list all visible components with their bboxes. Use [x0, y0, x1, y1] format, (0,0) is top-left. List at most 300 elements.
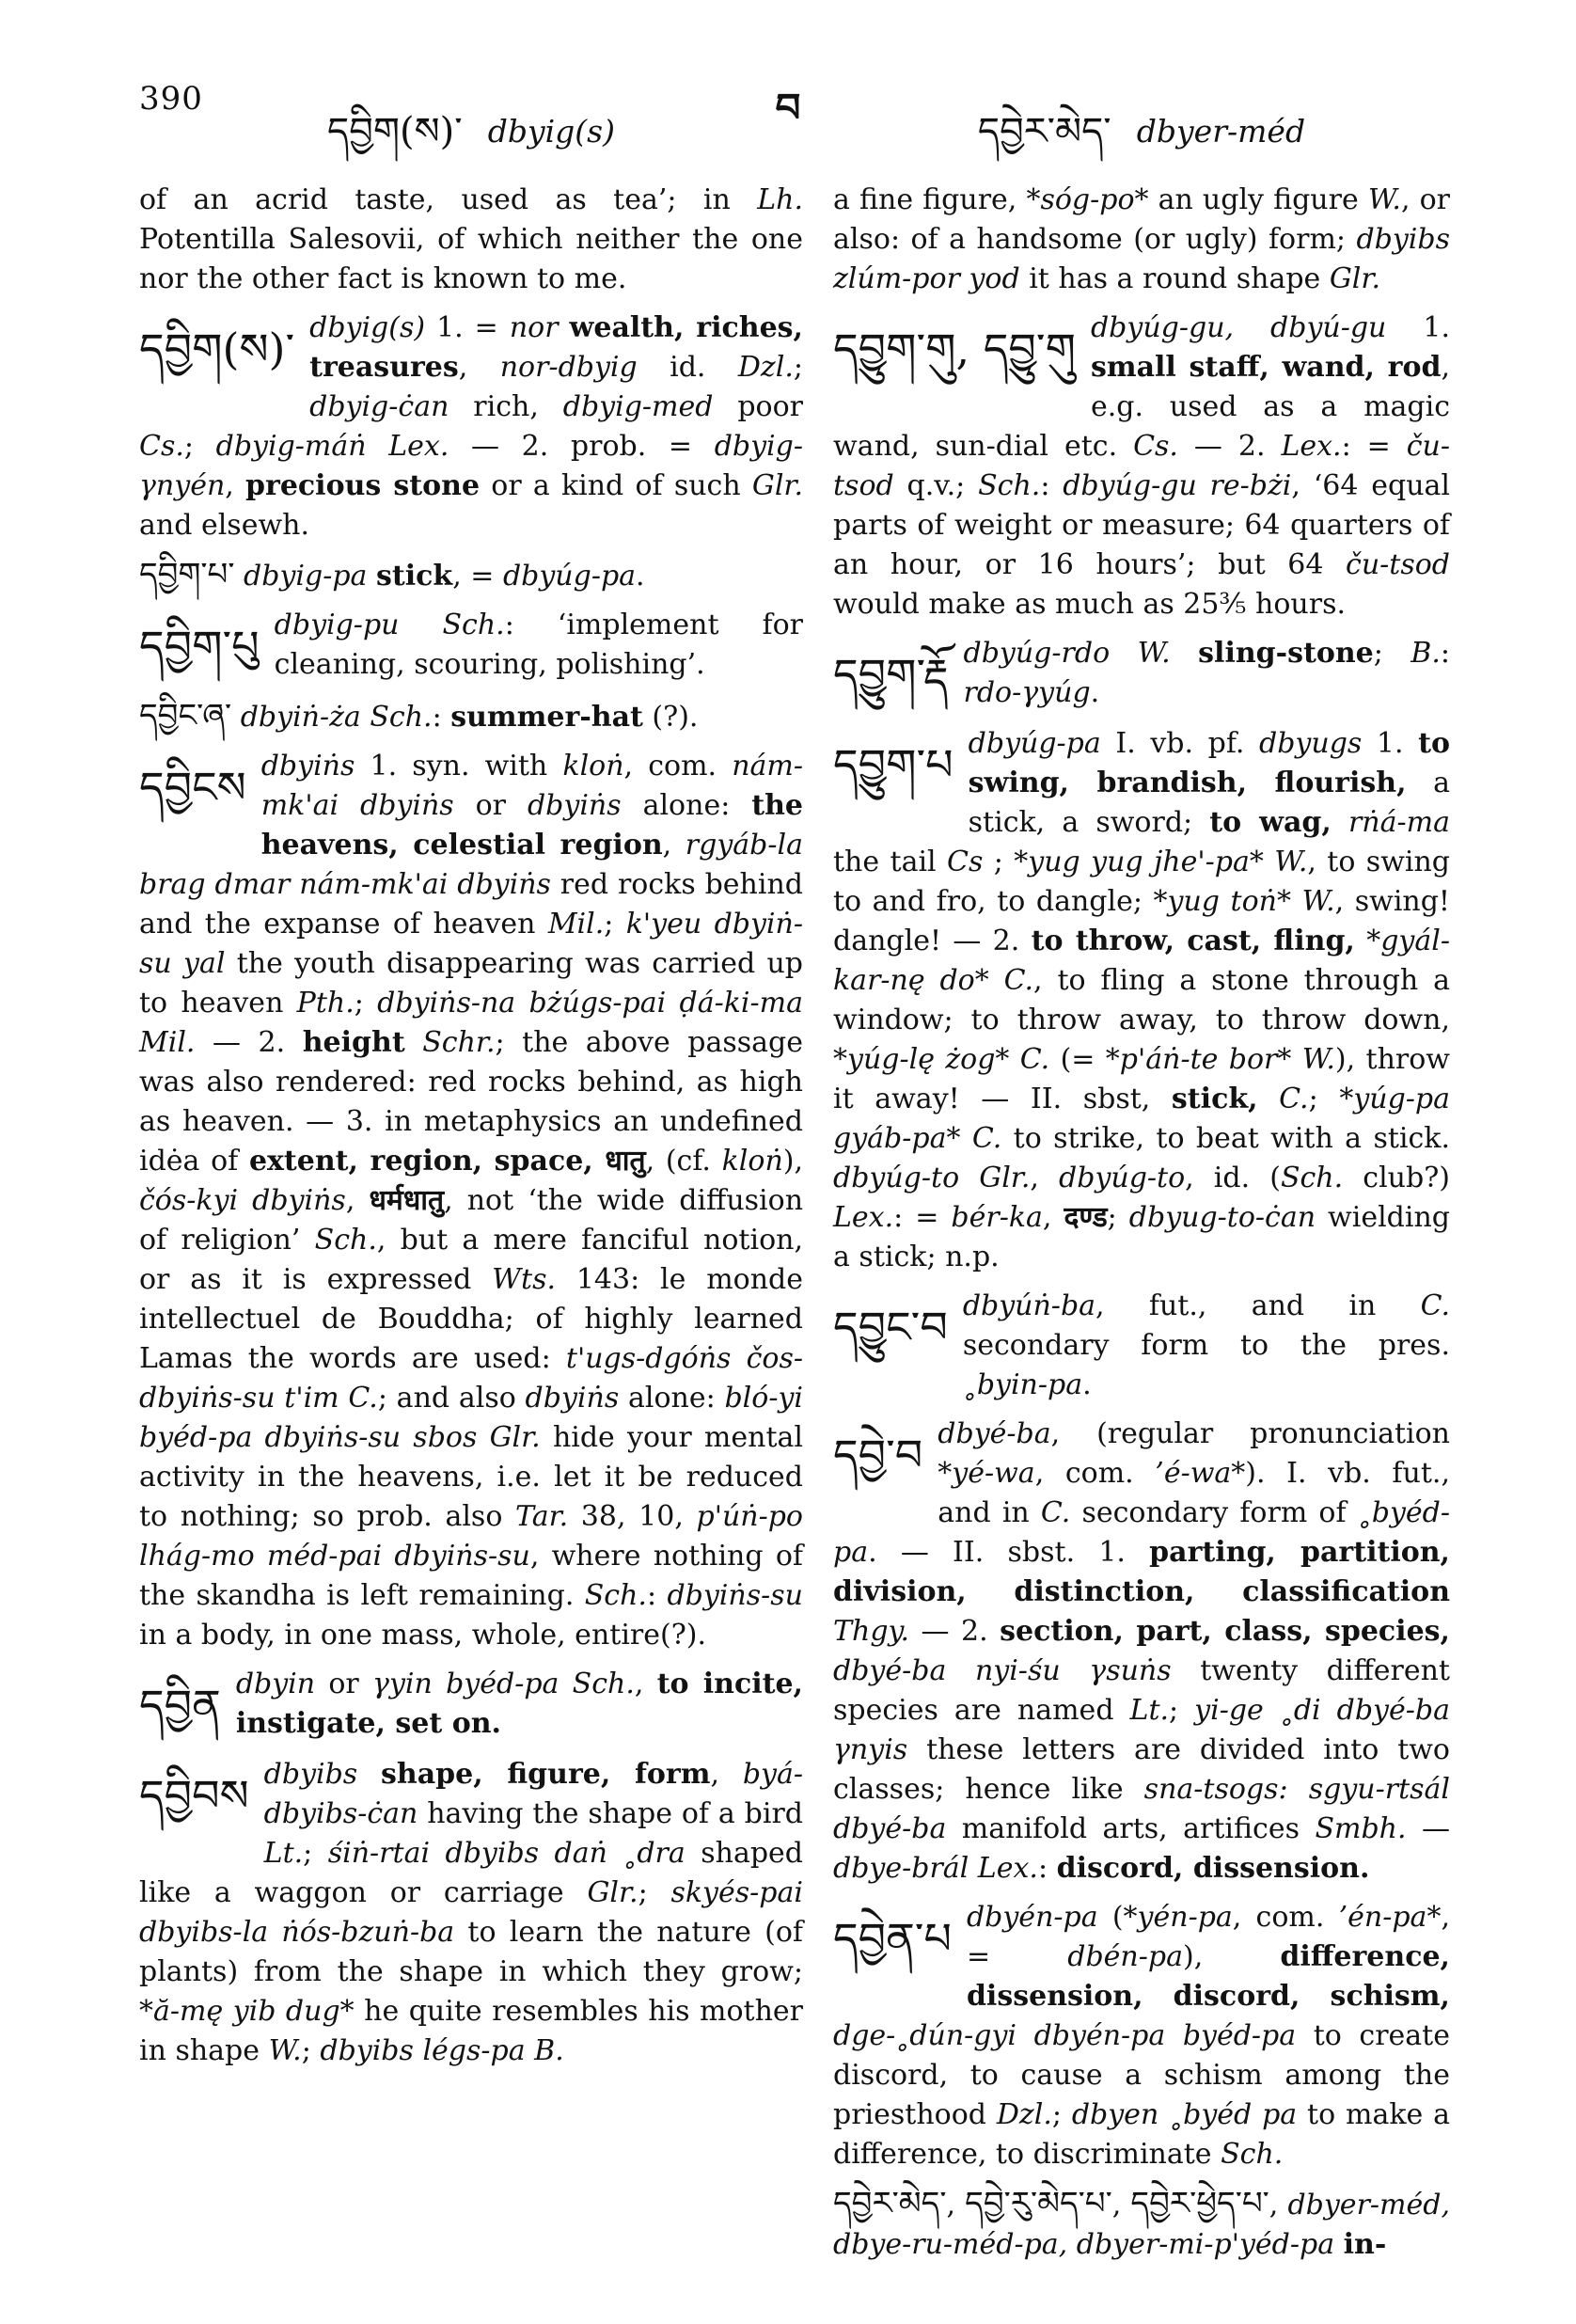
text-run: 1. syn. with	[355, 750, 563, 783]
text-run: to create discord, to cause a schism among the priesthood	[833, 2019, 1450, 2131]
dictionary-entry	[139, 1755, 803, 2071]
text-run: section, part, class, species,	[1000, 1615, 1451, 1648]
text-run: 38, 10,	[568, 1500, 697, 1533]
text-run: Mil.	[139, 1026, 196, 1059]
dictionary-entry	[139, 696, 803, 737]
text-run: Lt.	[263, 1837, 304, 1870]
text-run: I. vb. pf.	[1100, 727, 1260, 760]
text-run: bér-ka	[951, 1201, 1043, 1234]
text-run: ’é-wa*	[1155, 1457, 1246, 1490]
text-run: Glr.	[751, 469, 804, 502]
text-run: alone:	[621, 789, 752, 822]
text-run: , fut., and in	[1095, 1289, 1421, 1322]
text-run	[1264, 846, 1274, 878]
dictionary-entry	[139, 308, 803, 545]
text-run: C.	[1420, 1289, 1450, 1322]
text-run: to throw, cast, fling,	[1031, 925, 1355, 957]
running-head-left-translit: dbyig(s)	[487, 113, 615, 150]
text-run: — 2.	[1177, 430, 1282, 463]
text-run: bló-yi byéd-pa dbyiṅs-su sbos Glr.	[139, 1382, 804, 1454]
text-run: Lt.	[1129, 1694, 1170, 1727]
text-run: sna-tsogs: sgyu-rtsál dbyé-ba	[833, 1773, 1450, 1845]
text-run: would make as much as 25⅗ hours.	[833, 588, 1347, 621]
tibetan-headword: དབྱིག་པུ	[139, 621, 260, 672]
text-run: to make a difference, to discriminate	[833, 2098, 1450, 2171]
text-run: Sch.	[1221, 2138, 1284, 2171]
text-run	[367, 430, 389, 463]
text-run: Sch.	[978, 469, 1041, 502]
text-run: .	[636, 560, 645, 593]
text-run: kloṅ	[721, 1145, 783, 1178]
text-run: C.	[1003, 964, 1034, 997]
text-run: nor	[509, 311, 570, 344]
text-run: C.	[1019, 1043, 1050, 1076]
running-head-right	[833, 102, 1450, 162]
text-run: dbyúṅ-ba	[962, 1289, 1096, 1322]
text-run: wielding a stick; n.p.	[833, 1201, 1451, 1273]
text-run: dbyiṅ-ża Sch.	[240, 701, 433, 734]
text-run: . — II. sbst. 1.	[868, 1536, 1150, 1569]
text-run: , ‘64 equal parts of weight or measure; 64 quarters of an hour, or 16 hours’; but 64	[833, 469, 1450, 581]
text-run: height	[302, 1026, 405, 1059]
text-run: to strike, to beat with a stick.	[1001, 1122, 1451, 1155]
text-run: , or also: of a handsome (or ugly) form;	[833, 183, 1450, 256]
text-run: rdo-γyúg	[963, 676, 1091, 709]
text-run: , id. (	[1185, 1162, 1281, 1194]
running-head-right-translit: dbyer-méd	[1136, 113, 1306, 150]
text-run: dbye-brál Lex.	[833, 1852, 1038, 1885]
text-run	[1334, 2228, 1344, 2261]
tibetan-inline-text: དབྱེར་ཕྱེད་པ་	[1130, 2185, 1269, 2222]
dictionary-entry	[833, 181, 1450, 299]
text-run: in a body, in one mass, whole, entire(?).	[139, 1619, 707, 1652]
text-run: :	[1040, 469, 1064, 502]
tibetan-headword: དབྱིན	[139, 1680, 221, 1731]
text-run: :	[1037, 1852, 1057, 1885]
text-run: ; and also	[377, 1382, 526, 1415]
text-run	[1171, 637, 1198, 670]
text-run: ;	[354, 987, 378, 1020]
text-run: dbyig-máṅ	[215, 430, 367, 463]
text-run: dbyig-med	[562, 390, 714, 423]
text-run: id.	[637, 351, 738, 384]
text-run: (=	[1049, 1043, 1106, 1076]
text-run: .	[1082, 1368, 1092, 1401]
text-run: Lex.	[1281, 430, 1342, 463]
text-run: ;	[793, 351, 803, 384]
text-run: dbyiṅs	[260, 750, 355, 783]
text-run: to swing, brandish, flourish,	[968, 727, 1450, 799]
text-run: ,	[662, 829, 686, 862]
text-run: W.	[1301, 1043, 1335, 1076]
text-run: nám-mk'ai dbyiṅs	[260, 750, 803, 822]
text-run: dbyúg-pa	[968, 727, 1101, 760]
text-run: ,	[710, 1758, 743, 1791]
text-run: Cs.	[1133, 430, 1178, 463]
text-run	[959, 1162, 979, 1194]
text-run: :	[432, 701, 451, 734]
text-run: .	[1090, 676, 1100, 709]
text-run: red rocks behind and the expanse of heaven	[139, 868, 803, 941]
text-run: ;	[638, 1876, 671, 1909]
text-run: it has a round shape	[1019, 262, 1330, 295]
text-run: ; the above passage was also rendered: red rocks behind, as high as heaven. — 3. in metaphysics an undefined idėa of	[139, 1026, 803, 1178]
text-run: , com.	[623, 750, 733, 783]
text-run: ,	[345, 1184, 370, 1217]
text-run: twenty different species are named	[833, 1654, 1450, 1727]
dictionary-entry	[139, 747, 803, 1655]
text-run: ču-tsod	[1346, 548, 1450, 581]
text-run: to incite, instigate, set on.	[235, 1668, 803, 1740]
text-run: Schr.	[422, 1026, 496, 1059]
text-run: to learn the nature (of plants) from the shape in which they grow;	[139, 1916, 803, 1988]
text-run: ;	[604, 908, 626, 941]
text-run: ),	[782, 1145, 804, 1178]
text-run: B.	[1411, 637, 1441, 670]
text-run: , but a mere fanciful notion, or as it is expressed	[139, 1224, 803, 1296]
text-run: , (cf.	[645, 1145, 722, 1178]
text-run: the heavens, celestial region	[260, 789, 804, 862]
text-run: Thgy.	[833, 1615, 910, 1648]
text-run: — 2.	[909, 1615, 1001, 1648]
text-run: skyés-pai dbyibs-la ṅós-bzuṅ-ba	[139, 1876, 803, 1949]
text-run: the tail	[833, 846, 948, 878]
tibetan-headword: དབྱུང་བ	[833, 1302, 948, 1352]
text-run: in-	[1343, 2228, 1387, 2261]
text-run: dbyig-ċan	[309, 390, 449, 423]
tibetan-headword: དབྱིབས	[139, 1770, 249, 1821]
text-run: dbyén-pa	[966, 1901, 1098, 1934]
text-run: shaped like a waggon or carriage	[139, 1837, 803, 1909]
text-run: dbyé-ba nyi-śu γsuṅs	[833, 1654, 1172, 1687]
text-run	[960, 1122, 971, 1155]
text-run: p'úṅ-po lhág-mo méd-pai dbyiṅs-su	[139, 1500, 803, 1573]
text-run: , to fling a stone through a window; to throw away, to throw down,	[833, 964, 1450, 1036]
text-run: sling-stone	[1198, 637, 1374, 670]
text-run: Sch.	[584, 1579, 647, 1612]
text-run: dbyig-γnyén	[139, 430, 803, 502]
running-head-right-tibetan: དབྱེར་མེད་	[977, 110, 1111, 153]
dictionary-entry	[139, 181, 803, 299]
text-run	[405, 1026, 423, 1059]
text-run: ;	[1308, 1083, 1340, 1115]
text-run: dbén-pa	[1067, 1940, 1183, 1973]
dictionary-entry	[833, 1898, 1450, 2174]
text-run: *yug yug jhe'-pa*	[1014, 846, 1264, 878]
text-run	[1332, 806, 1348, 839]
text-run	[231, 701, 241, 734]
tibetan-headword: དབྱིངས	[139, 762, 246, 813]
text-run: *yúg-lę żog*	[833, 1043, 1010, 1076]
text-run: , =	[452, 560, 503, 593]
text-run: ;	[1051, 2098, 1072, 2131]
text-run: : ‘implement for cleaning, scouring, polishing’.	[274, 609, 803, 681]
text-run: dbyiṅs	[525, 1382, 620, 1415]
text-run: Mil.	[547, 908, 605, 941]
text-run: 1.	[1386, 311, 1450, 344]
text-run: *gyál-kar-nę do*	[833, 925, 1450, 997]
text-run: shape, figure, form	[381, 1758, 711, 1791]
text-run: , e.g. used as a magic wand, sun-dial etc.	[833, 351, 1450, 463]
dictionary-entry	[139, 606, 803, 687]
text-run: he quite resembles his mother in shape	[139, 1995, 803, 2067]
text-run: दण्ड	[1064, 1201, 1108, 1234]
text-run: : =	[893, 1201, 952, 1234]
text-run: , where nothing of the skandha is left remaining.	[139, 1540, 803, 1612]
text-run: C.	[971, 1122, 1002, 1155]
text-run: Glr.	[1329, 262, 1380, 295]
dictionary-entry	[833, 634, 1450, 715]
text-run: dbyen ˳byéd pa	[1071, 2098, 1298, 2131]
text-run: Pth.	[296, 987, 355, 1020]
text-run	[357, 1758, 381, 1791]
text-run: byá-dbyibs-ċan	[263, 1758, 803, 1830]
text-run: parting, partition, division, distinction, classification	[833, 1536, 1450, 1608]
text-run: Wts.	[492, 1263, 556, 1296]
tibetan-headword: དབྱུག་གུ, དབྱུ་གུ	[833, 324, 1076, 374]
dictionary-entry	[833, 724, 1450, 1277]
text-run	[1258, 1083, 1280, 1115]
tibetan-headword: དབྱེན་པ	[833, 1913, 952, 1964]
text-run: or	[315, 1668, 373, 1700]
text-run: Lh.	[757, 183, 803, 216]
text-run: , to swing to and fro, to dangle;	[833, 846, 1450, 918]
text-run: Lex.	[833, 1201, 894, 1234]
text-run: ). I. vb. fut., and in	[938, 1457, 1450, 1529]
text-run: Lex.	[388, 430, 449, 463]
text-run: dbyugs	[1259, 727, 1363, 760]
text-run	[989, 964, 1004, 997]
text-run: :	[1440, 637, 1450, 670]
text-run: ˳byéd-pa	[833, 1496, 1450, 1569]
text-run: dbyibs zlúm-por yod	[833, 223, 1450, 295]
text-run: dbyig(s)	[309, 311, 437, 344]
text-run: dbyin	[235, 1668, 316, 1700]
text-run: to wag,	[1209, 806, 1332, 839]
text-run: Smbh.	[1315, 1812, 1407, 1845]
text-run: rich,	[449, 390, 563, 423]
right-column	[833, 181, 1450, 2274]
text-run: , =	[966, 1901, 1450, 1973]
text-run: stick	[375, 560, 453, 593]
dictionary-entry	[833, 1415, 1450, 1889]
text-run: , swing! dangle! — 2.	[833, 885, 1450, 957]
text-run: čós-kyi dbyiṅs	[139, 1184, 346, 1217]
text-run: ,	[1111, 2189, 1131, 2221]
text-run: dbyiṅs-na bżúgs-pai ḍá-ki-ma	[377, 987, 803, 1020]
text-run: a stick, a sword;	[968, 767, 1451, 839]
text-run: ), throw it away! — II. sbst,	[833, 1043, 1450, 1115]
text-run: dbyúg-rdo W.	[963, 637, 1171, 670]
text-run: ,	[225, 469, 246, 502]
text-run	[1355, 925, 1366, 957]
text-run: śiṅ-rtai dbyibs daṅ ˳dra	[327, 1837, 686, 1870]
text-run: ,	[634, 1668, 657, 1700]
tibetan-inline-text: དབྱེ་རུ་མེད་པ་	[965, 2185, 1112, 2222]
text-run: *sóg-po*	[1026, 183, 1149, 216]
text-run: W.	[268, 2034, 302, 2067]
text-run	[367, 560, 376, 593]
text-run: or a kind of such	[480, 469, 752, 502]
text-run: secondary form to the pres.	[962, 1329, 1450, 1362]
text-run: manifold arts, artifices	[946, 1812, 1316, 1845]
text-run: , com.	[1034, 1457, 1156, 1490]
running-head-left	[139, 102, 803, 162]
text-run: rgyáb-la brag dmar nám-mk'ai dbyiṅs	[139, 829, 803, 901]
text-run: dbyig-pu Sch.	[274, 609, 505, 641]
tibetan-inline-text: དབྱེར་མེད་	[833, 2185, 947, 2222]
left-column	[139, 181, 803, 2080]
text-run: small staff, wand, rod	[1090, 351, 1442, 384]
text-run: discord, dissension.	[1056, 1852, 1370, 1885]
text-run: dbyúg-pa	[502, 560, 637, 593]
text-run: ču-tsod	[833, 430, 1450, 502]
text-run	[235, 560, 244, 593]
text-run: ;	[1373, 637, 1411, 670]
text-run: (?).	[642, 701, 699, 734]
text-run: ,	[1269, 2189, 1288, 2221]
text-run: *yé-wa	[938, 1457, 1035, 1490]
text-run: :	[646, 1579, 668, 1612]
text-run: hide your mental activity in the heavens, i.e. let it be reduced to nothing; so prob. also	[139, 1421, 803, 1533]
text-run: C.	[1279, 1083, 1309, 1115]
text-run: dbyer-méd, dbye-ru-méd-pa, dbyer-mi-p'yéd-pa	[833, 2189, 1450, 2261]
text-run: ,	[458, 351, 500, 384]
text-run: dbyibs légs-pa B.	[320, 2034, 564, 2067]
text-run: summer-hat	[450, 701, 643, 734]
text-run: ),	[1182, 1940, 1281, 1973]
dictionary-entry	[833, 308, 1450, 624]
text-run: dbyúg-to	[1059, 1162, 1186, 1194]
page-number: 390	[139, 80, 203, 118]
dictionary-entry	[833, 2184, 1450, 2265]
dictionary-entry	[833, 1287, 1450, 1405]
text-run: dbyig-pa	[244, 560, 368, 593]
text-run: : =	[1341, 430, 1407, 463]
text-run: dbyúg-gu re-bżi	[1063, 469, 1292, 502]
text-run: ,	[1030, 1162, 1060, 1194]
running-head-left-tibetan: དབྱིག(ས)་	[327, 110, 463, 153]
tibetan-inline-text: དབྱིང་ཞ་	[139, 697, 232, 735]
text-run: dbyiṅs	[527, 789, 622, 822]
text-run: of an acrid taste, used as tea’; in	[139, 183, 758, 216]
text-run: precious stone	[245, 469, 481, 502]
text-run: *yug toṅ*	[1153, 885, 1291, 918]
tibetan-headword: དབྱུག་པ	[833, 739, 953, 790]
text-run: these letters are divided into two classes; hence like	[833, 1733, 1450, 1806]
text-run: W.	[1301, 885, 1335, 918]
text-run: ;	[183, 430, 216, 463]
text-run: club?)	[1343, 1162, 1450, 1194]
text-run: ˳byin-pa	[962, 1368, 1083, 1401]
tibetan-headword: དབྱུག་རྡོ	[833, 649, 949, 700]
text-run: *ă-mę yib dug*	[139, 1995, 355, 2028]
text-run: extent, region, space,	[248, 1145, 606, 1178]
text-run: *yúg-pa gyáb-pa*	[833, 1083, 1451, 1155]
text-run: ;	[1169, 1694, 1195, 1727]
text-run: dbyug-to-ċan	[1128, 1201, 1316, 1234]
dictionary-entry	[139, 1665, 803, 1746]
text-run: धर्मधातु	[369, 1184, 445, 1217]
tibetan-headword: དབྱེ་བ	[833, 1430, 923, 1480]
text-run: Dzl.	[996, 2098, 1052, 2131]
text-run: Cs	[947, 846, 984, 878]
text-run: 1.	[1362, 727, 1419, 760]
text-run: (	[1097, 1901, 1124, 1934]
text-run: and elsewh.	[139, 509, 309, 542]
text-run: ;	[1107, 1201, 1129, 1234]
text-run: W.	[1274, 846, 1308, 878]
text-run: 1. =	[436, 311, 510, 344]
text-run: the youth disappearing was carried up to heaven	[139, 947, 803, 1020]
text-run: alone:	[619, 1382, 725, 1415]
text-run: γyin byéd-pa Sch.	[372, 1668, 635, 1700]
text-run: , (regular pronunciation	[1050, 1417, 1450, 1450]
text-run: Sch.	[314, 1224, 377, 1257]
text-run: W.	[1367, 183, 1401, 216]
text-run: dbyúg-to	[833, 1162, 960, 1194]
section-letter: བ	[775, 85, 801, 131]
text-run: wealth, riches, treasures	[309, 311, 803, 384]
text-run: yi-ge ˳di dbyé-ba γnyis	[833, 1694, 1450, 1766]
text-run	[1291, 885, 1302, 918]
text-run: *p'áṅ-te bor*	[1105, 1043, 1292, 1076]
text-run: a fine figure,	[833, 183, 1027, 216]
text-run: 143: le monde intellectuel de Bouddha; of highly learned Lamas the words are used:	[139, 1263, 803, 1375]
text-run: nor-dbyig	[499, 351, 638, 384]
text-run: ;	[303, 1837, 328, 1870]
text-run: Potentilla Salesovii, of which neither the one nor the other fact is known to me.	[139, 223, 803, 295]
text-run: k'yeu dbyiṅ-su yal	[139, 908, 803, 980]
text-run: C.	[1040, 1496, 1071, 1529]
text-run: kloṅ	[562, 750, 624, 783]
text-run: or	[453, 789, 528, 822]
text-run: an ugly figure	[1148, 183, 1368, 216]
text-run: Dzl.	[737, 351, 794, 384]
text-run: dbyiṅs-su	[667, 1579, 803, 1612]
text-run: Glr.	[587, 1876, 638, 1909]
text-run: Sch.	[1280, 1162, 1344, 1194]
tibetan-inline-text: དབྱིག་པ་	[139, 556, 235, 593]
text-run: ,	[946, 2189, 966, 2221]
text-run: ;	[301, 2034, 321, 2067]
text-run: rṅá-ma	[1347, 806, 1450, 839]
text-run	[1009, 1043, 1019, 1076]
text-run: Cs.	[139, 430, 184, 463]
text-run: q.v.;	[893, 469, 979, 502]
text-run: poor	[713, 390, 803, 423]
text-run: dge-˳dún-gyi dbyén-pa byéd-pa	[833, 2019, 1297, 2052]
text-run: dbyúg-gu, dbyú-gu	[1090, 311, 1387, 344]
text-run: difference, dissension, discord, schism,	[966, 1940, 1450, 2013]
text-run: — 2.	[195, 1026, 303, 1059]
text-run: secondary form of	[1070, 1496, 1358, 1529]
text-run: dbyibs	[263, 1758, 358, 1791]
text-run: , com.	[1232, 1901, 1339, 1934]
text-run: ’én-pa*	[1338, 1901, 1442, 1934]
text-run: —	[1406, 1812, 1450, 1845]
text-run: t'ugs-dgóṅs čos-dbyiṅs-su t'im C.	[139, 1342, 803, 1415]
dictionary-entry	[139, 555, 803, 596]
text-run	[1291, 1043, 1301, 1076]
text-run: having the shape of a bird	[418, 1797, 803, 1830]
tibetan-headword: དབྱིག(ས)་	[139, 324, 295, 374]
text-run: Glr.	[979, 1162, 1031, 1194]
text-run: ;	[983, 846, 1015, 878]
text-run: *yén-pa	[1123, 1901, 1233, 1934]
text-run: धातु	[605, 1145, 646, 1178]
text-run: , not ‘the wide diffusion of religion’	[139, 1184, 804, 1257]
